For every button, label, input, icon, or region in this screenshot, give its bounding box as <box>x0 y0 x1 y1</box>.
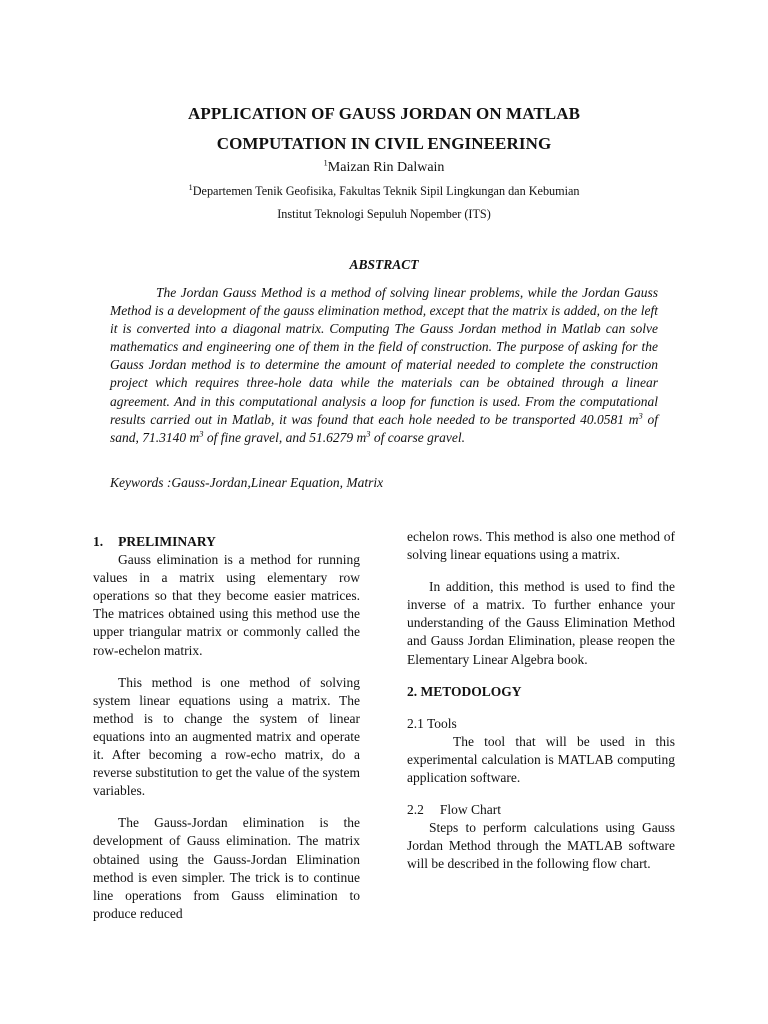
keywords-line: Keywords :Gauss-Jordan,Linear Equation, Matrix <box>110 475 384 490</box>
preliminary-paragraph-2: This method is one method of solving system linear equations using a matrix. The method is to change the system of linear equations into an augmented matrix and operate it. After becoming a row-echo matrix, do a reverse substitution to get the value of the system variables. <box>93 674 360 799</box>
right-paragraph-1: echelon rows. This method is also one method of solving linear equations using a matrix. <box>407 529 675 563</box>
cubic-exponent: 3 <box>366 428 371 439</box>
subsection-2-2-title: Flow Chart <box>439 802 502 818</box>
subsection-2-2-number: 2.2 <box>407 802 424 818</box>
right-column <box>407 528 675 874</box>
right-paragraph-2: In addition, this method is used to find the inverse of a matrix. To further enhance your understanding of the Gauss Elimination Method and Gauss Jordan Elimination, please reopen the Elementary Linear Algebra book. <box>407 579 675 667</box>
preliminary-paragraph-3: The Gauss-Jordan elimination is the development of Gauss elimination. The matrix obtained using the Gauss-Jordan Elimination method is even simpler. The trick is to continue line operations from Gauss elimination to produce reduced <box>93 815 360 921</box>
section-1-number: 1. <box>93 534 104 549</box>
section-2-heading: 2. METODOLOGY <box>407 683 522 699</box>
abstract-heading: ABSTRACT <box>349 257 419 272</box>
section-1-heading <box>93 533 360 551</box>
abstract-text-3: of fine gravel, and 51.6279 m <box>206 429 367 445</box>
cubic-exponent: 3 <box>638 410 643 421</box>
abstract-text-1: The Jordan Gauss Method is a method of solving linear problems, while the Jordan Gauss Method is a development of the gauss elimination method, except that the matrix is added, on the left it is converted into a diagonal matrix. Computing The Gauss Jordan method in Matlab can solve mathematics and engineering one of them in the field of construction. The purpose of asking for the Gauss Jordan method is to determine the amount of material needed to complete the construction project which requires three-hole data while the materials can be obtained through a linear agreement. And in this computational analysis a loop for function is used. From the computational results carried out in Matlab, it was found that each hole needed to be transported 40.0581 m <box>110 285 658 427</box>
left-column <box>93 533 360 923</box>
flow-chart-paragraph: Steps to perform calculations using Gauss Jordan Method through the MATLAB software will be described in the following flow chart. <box>407 820 675 872</box>
abstract-text-4: of coarse gravel. <box>373 429 465 445</box>
paper-title-line-1: APPLICATION OF GAUSS JORDAN ON MATLAB <box>187 104 581 123</box>
abstract-body <box>110 284 658 447</box>
cubic-exponent: 3 <box>199 428 204 439</box>
paper-title-line-2: COMPUTATION IN CIVIL ENGINEERING <box>216 134 552 153</box>
subsection-2-2-heading <box>407 801 675 819</box>
subsection-2-1-heading: 2.1 Tools <box>407 715 457 731</box>
affiliation-department: Departemen Tenik Geofisika, Fakultas Teknik Sipil Lingkungan dan Kebumian <box>192 184 580 198</box>
tools-paragraph: The tool that will be used in this experimental calculation is MATLAB computing application software. <box>407 733 675 786</box>
abstract-text-2: of sand, 71.3140 m <box>110 411 659 445</box>
author-name: Maizan Rin Dalwain <box>327 160 445 175</box>
preliminary-paragraph-1: Gauss elimination is a method for running values in a matrix using elementary row operations so that they become easier matrices. The matrices obtained using this method use the upper triangular matrix or commonly called the row-echelon matrix. <box>93 552 360 658</box>
author-superscript: 1 <box>323 157 328 168</box>
affiliation-superscript: 1 <box>188 181 193 192</box>
author-line <box>0 157 768 176</box>
affiliation-line-2: Institut Teknologi Sepuluh Nopember (ITS) <box>277 207 491 221</box>
section-1-title: PRELIMINARY <box>118 534 216 549</box>
affiliation-line-1 <box>0 181 768 199</box>
